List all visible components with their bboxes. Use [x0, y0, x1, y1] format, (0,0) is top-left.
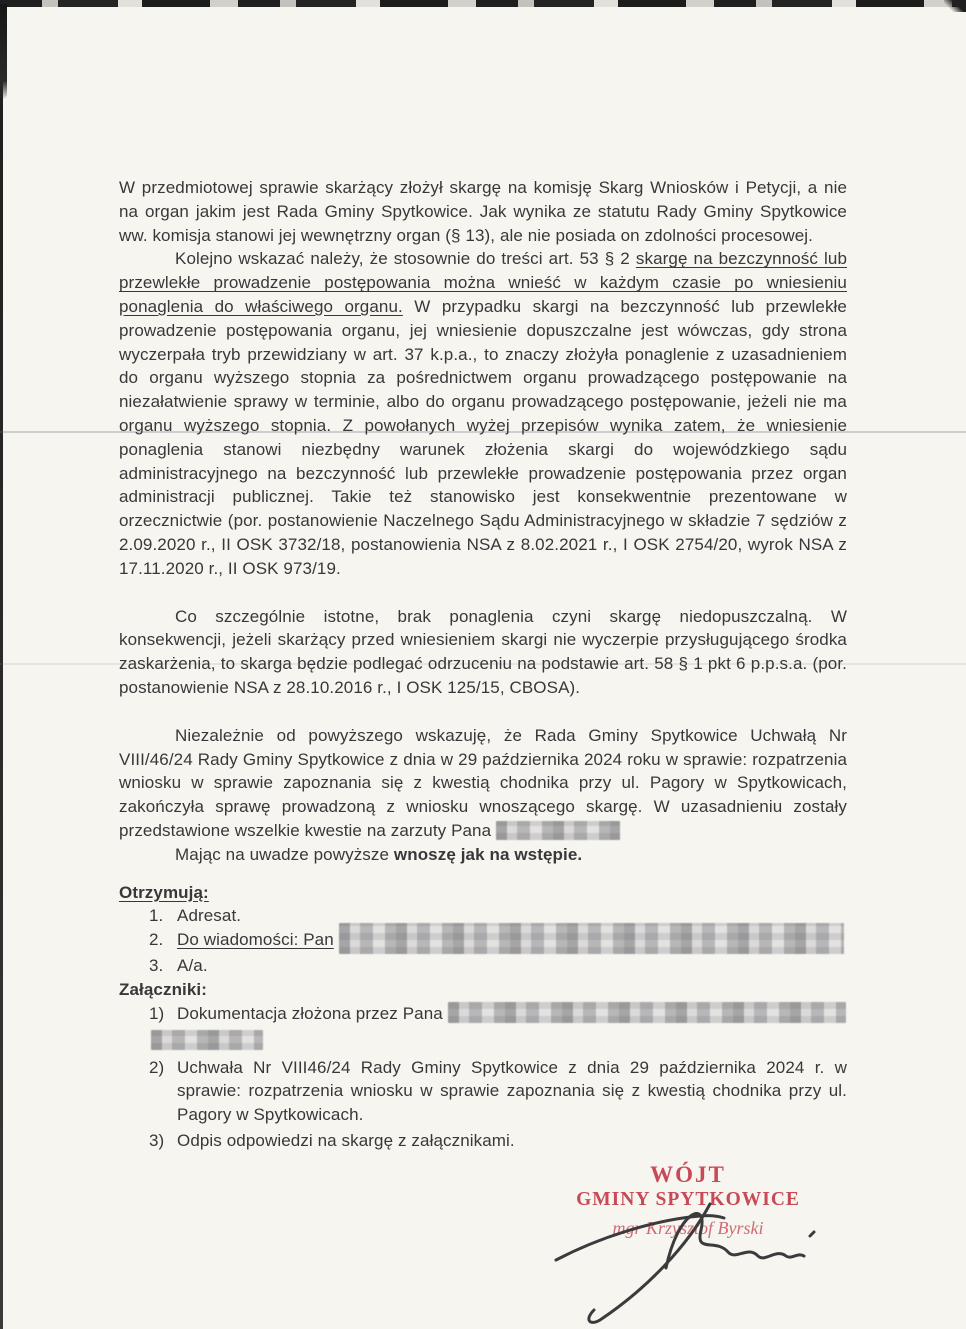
recipients-heading: Otrzymują: [119, 882, 209, 902]
closing-bold: wnoszę jak na wstępie. [393, 844, 583, 864]
stamp-name: mgr Krzysztof Byrski [612, 1218, 764, 1238]
closing-line [119, 843, 847, 867]
recipient-number: 1. [149, 906, 164, 926]
paragraph-spacer [119, 700, 847, 724]
paragraph-spacer [119, 581, 847, 605]
scan-artifact-top-right-corner [944, 0, 966, 12]
attachment-text: Uchwała Nr VIII46/24 Rady Gminy Spytkowice z dnia 29 października 2024 r. w sprawie: rozpatrzenia wniosku w sprawie zapoznania się z kwestią chodnika przy ul. Pagory w Spytkowicach. [177, 1057, 847, 1125]
redacted-name-block [448, 1002, 846, 1023]
paragraph-inadmissibility [119, 605, 847, 700]
signature-block [548, 1162, 828, 1239]
recipient-number: 2. [149, 930, 164, 950]
redacted-name-block [496, 821, 620, 840]
recipient-item [119, 954, 847, 978]
attachment-item [119, 1129, 847, 1153]
stamp-title-wojt: WÓJT [650, 1162, 726, 1187]
attachment-number: 3) [149, 1130, 165, 1150]
letter-body [119, 176, 847, 1153]
recipient-number: 3. [149, 956, 164, 976]
paragraph-intro-text: W przedmiotowej sprawie skarżący złożył skargę na komisję Skarg Wniosków i Petycji, a nie na organ jakim jest Rada Gminy Spytkowice. Jak wynika ze statutu Rady Gminy Spytkowice ww. komisja stanowi jej wewnętrzny organ (§ 13), ale nie posiada on zdolności procesowej. [119, 178, 847, 245]
paragraph-legal-basis [119, 247, 847, 580]
recipient-text: Adresat. [177, 906, 242, 926]
attachment-number: 1) [149, 1003, 165, 1023]
attachment-text-label: Dokumentacja złożona przez Pana [177, 1003, 443, 1023]
paragraph-legal-basis-post: W przypadku skargi na bezczynność lub przewlekłe prowadzenie postępowania organu, jej wniesienie dopuszczalne jest wówczas, gdy strona wyczerpała tryb przewidziany w art. 37 k.p.a., to znaczy złożyła ponaglenie z uzasadnieniem do organu wyższego stopnia za pośrednictwem organu prowadzącego postępowanie na niezałatwienie sprawy w terminie, albo do organu prowadzącego postępowanie, jeżeli nie ma organu wyższego stopnia. Z powołanych wyżej przepisów wynika zatem, że wniesienie ponaglenia stanowi niezbędny warunek złożenia skargi do wojewódzkiego sądu administracyjnego na bezczynność lub przewlekłe prowadzenie postępowania przez organ administracji publicznej. Takie też stanowisko jest konsekwentnie prezentowane w orzecznictwie (por. postanowienie Naczelnego Sądu Administracyjnego w składzie 7 sędziów z 2.09.2020 r., II OSK 3732/18, postanowienia NSA z 8.02.2021 r., I OSK 2754/20, wyrok NSA z 17.11.2020 r., II OSK 973/19. [119, 296, 847, 578]
paragraph-inadmissibility-text: Co szczególnie istotne, brak ponaglenia czyni skargę niedopuszczalną. W konsekwencji, jeżeli skarżący przed wniesieniem skargi nie wyczerpie przysługującego środka zaskarżenia, to skarga będzie podlegać odrzuceniu na podstawie art. 58 § 1 pkt 6 p.p.s.a. (por. postanowienie NSA z 28.10.2016 r., I OSK 125/15, CBOSA). [119, 606, 847, 697]
attachment-text: Odpis odpowiedzi na skargę z załącznikami. [177, 1130, 515, 1150]
paragraph-intro [119, 176, 847, 247]
closing-pre: Mając na uwadze powyższe [175, 844, 394, 864]
attachments-heading: Załączniki: [119, 979, 208, 999]
redacted-name-block [339, 923, 844, 954]
scan-artifact-top-edge [0, 0, 966, 7]
recipient-item [119, 928, 847, 954]
attachment-item [119, 1056, 847, 1127]
attachment-text [177, 1002, 847, 1052]
paragraph-resolution [119, 724, 847, 843]
paragraph-resolution-text: Niezależnie od powyższego wskazuję, że Rada Gminy Spytkowice Uchwałą Nr VIII/46/24 Rady Gminy Spytkowice z dnia w 29 października 2024 roku w sprawie: rozpatrzenia wniosku w sprawie zapoznania się z kwestią chodnika przy ul. Pagory w Spytkowicach, zakończyła sprawę prowadzoną z wniosku wnoszącego skargę. W uzasadnieniu zostały przedstawione wszelkie kwestie na zarzuty Pana [119, 725, 847, 840]
underlined-legal-quote: skargę na bezczynność lub przewlekłe prowadzenie postępowania można wnieść w każdym czasie po wniesieniu ponaglenia do właściwego organu. [119, 249, 847, 316]
section-spacer [119, 867, 847, 881]
attachment-number: 2) [149, 1057, 165, 1077]
recipient-underlined-text: Do wiadomości: Pan [177, 930, 334, 950]
recipient-text: A/a. [177, 956, 208, 976]
scan-artifact-left-corner [0, 4, 7, 100]
attachment-item [119, 1002, 847, 1052]
redacted-name-block-line2 [151, 1030, 263, 1050]
stamp-title-gmina: GMINY SPYTKOWICE [576, 1189, 800, 1210]
paragraph-legal-basis-pre: Kolejno wskazać należy, że stosownie do treści art. 53 § 2 [175, 249, 636, 269]
recipient-text [177, 928, 847, 954]
